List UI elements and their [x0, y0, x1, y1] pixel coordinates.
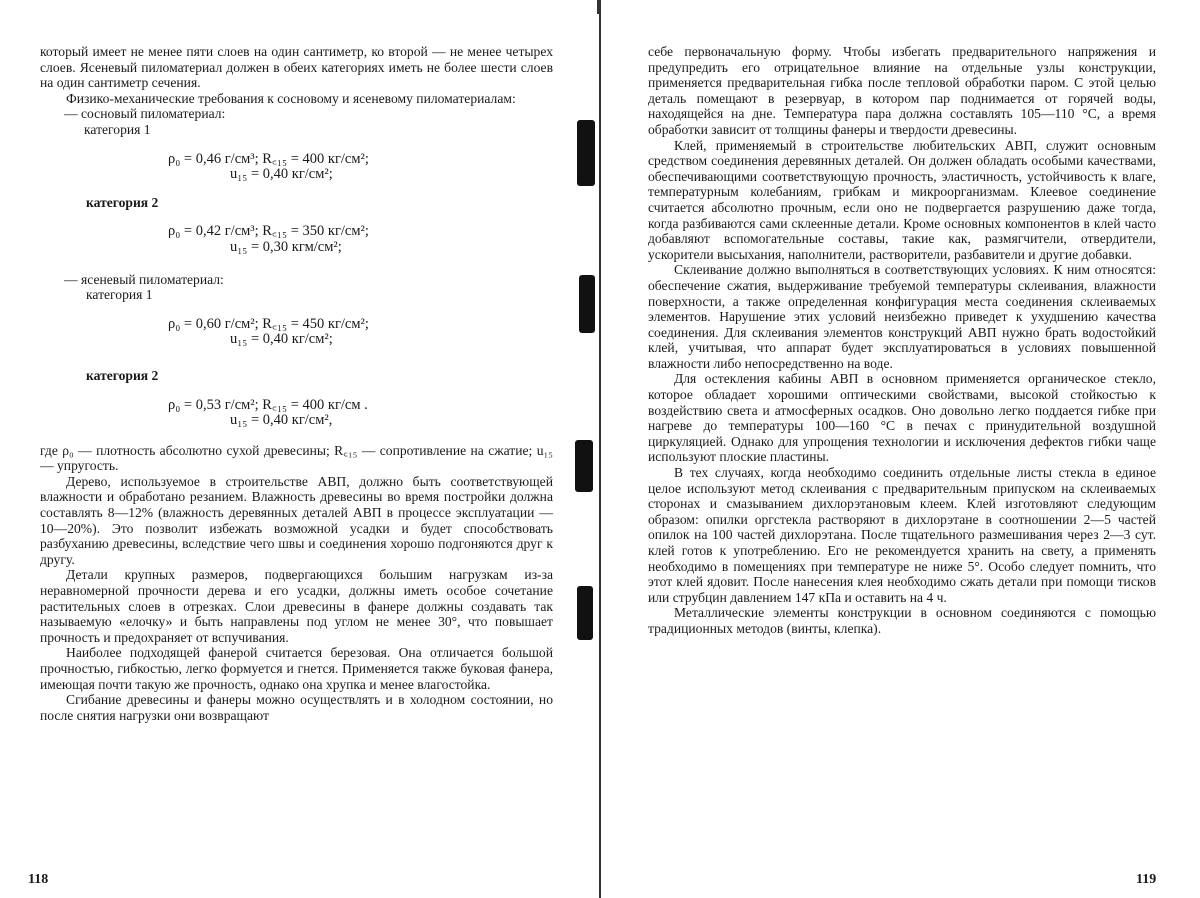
page-number: 119	[1136, 872, 1157, 887]
formula: ρ₀ = 0,42 г/см³; R꜀₁₅ = 350 кг/см²;	[168, 223, 369, 240]
formula: ρ₀ = 0,53 г/см²; R꜀₁₅ = 400 кг/см .	[168, 396, 368, 413]
formula: u₁₅ = 0,40 кг/см²;	[230, 331, 333, 348]
formula: ρ₀ = 0,60 г/см²; R꜀₁₅ = 450 кг/см²;	[168, 315, 369, 332]
category-label: категория 1	[84, 121, 151, 137]
paragraph: где ρ₀ — плотность абсолютно сухой древесины; R꜀₁₅ — сопротивление на сжатие; u₁₅ — упругость.	[40, 442, 553, 474]
paragraph: себе первоначальную форму. Чтобы избегать предварительного напряжения и предупредить его отрицательное влияние на отдельные узлы конструкции, применяется предварительная гибка после тепловой обработки паром. С этой целью деталь помещают в резервуар, в котором пар поднимается от горячей воды, находящейся на дне. Температура пара должна составлять 105—110 °С, а время обработки зависит от толщины фанеры и твердости древесины.	[648, 44, 1156, 137]
formula: ρ₀ = 0,46 г/см³; R꜀₁₅ = 400 кг/см²;	[168, 150, 369, 167]
formula: u₁₅ = 0,40 кг/см²;	[230, 166, 333, 183]
category-label: категория 2	[86, 194, 159, 210]
category-label: категория 2	[86, 367, 159, 383]
paragraph: Дерево, используемое в строительстве АВП, должно быть соответствующей влажности и обработано резанием. Влажность древесины во время постройки должна составлять 8—12% (влажность деревянных деталей АВП в процессе эксплуатации — 10—20%). Это позволит избежать возможной усадки и будет способствовать разбуханию древесины, вследствие чего швы и соединения хорошо подгоняются друг к другу.	[40, 473, 553, 567]
formula: u₁₅ = 0,40 кг/см²,	[230, 412, 333, 429]
paragraph: Наиболее подходящей фанерой считается березовая. Она отличается большой прочностью, гибкостью, легко формуется и гнется. Применяется также буковая фанера, имеющая почти такую же прочность, однако она хрупка и менее влагостойка.	[40, 645, 553, 692]
list-item-ash: — ясеневый пиломатериал:	[64, 271, 224, 287]
left-text-column	[40, 44, 553, 723]
right-text-column	[648, 44, 1156, 637]
right-page	[600, 0, 1200, 898]
paragraph: Для остекления кабины АВП в основном применяется органическое стекло, которое обладает хорошими оптическими свойствами, высокой стойкостью к воздействию света и атмосферных осадков. Оно довольно легко поддается гибке при нагреве до температуры 100—160 °С в печах с принудительной воздушной циркуляцией. Однако для упрощения технологии и исключения дефектов гибки чаще используют плоские пластины.	[648, 371, 1156, 465]
paragraph: Металлические элементы конструкции в основном соединяются с помощью традиционных методов (винты, клепка).	[648, 605, 1156, 636]
list-item-pine: — сосновый пиломатериал:	[64, 106, 226, 122]
category-label: категория 1	[86, 287, 153, 303]
paragraph: Сгибание древесины и фанеры можно осуществлять и в холодном состоянии, но после снятия нагрузки они возвращают	[40, 692, 553, 723]
paragraph: Физико-механические требования к сосновому и ясеневому пиломатериалам:	[66, 90, 516, 106]
paragraph: который имеет не менее пяти слоев на один сантиметр, ко второй — не менее четырех слоев. Ясеневый пиломатериал должен в обеих категориях иметь не более шести слоев на один сантиметр сечения.	[40, 44, 553, 91]
paragraph: Клей, применяемый в строительстве любительских АВП, служит основным средством соединения деревянных деталей. Он должен обладать особыми качествами, обеспечивающими соответствующую прочность, эластичность, устойчивость к влаге, температурным колебаниям, грибкам и микроорганизмам. Клеевое соединение считается абсолютно прочным, если оно не подвергается разрушению даже тогда, когда разбиваются сами склеенные детали. Кроме основных компонентов в клей часто добавляют вспомогательные составы, такие как, размягчители, отвердители, ускорители высыхания, наполнители, растворители, разбавители и другие добавки.	[648, 137, 1156, 262]
page-number: 118	[28, 872, 49, 887]
paragraph: В тех случаях, когда необходимо соединить отдельные листы стекла в единое целое используют метод склеивания с предварительным припуском на склеиваемых сторонах и смазыванием дихлорэтановым клеем. Клей изготовляют следующим образом: опилки оргстекла растворяют в дихлорэтане в соотношении 2—5 частей опилок на 100 частей дихлорэтана. После тщательного размешивания через 2—3 сут. клей готов к употреблению. Его не рекомендуется хранить на свету, а применять необходимо в помещениях при температуре не ниже 5°. Особо следует помнить, что этот клей ядовит. После нанесения клея необходимо сжать детали при помощи тисков или струбцин давлением 147 кПа и оставить на 4 ч.	[648, 465, 1156, 605]
paragraph: Склеивание должно выполняться в соответствующих условиях. К ним относятся: обеспечение сжатия, выдерживание требуемой температуры склеивания, влажности поверхности, а также определенная конфигурация места соединения склеиваемых элементов. Нарушение этих условий неизбежно приведет к ухудшению качества соединения. Для склеивания элементов конструкций АВП нужно брать водостойкий клей, учитывая, что аппарат будет эксплуатироваться в условиях повышенной влажности либо непосредственно на воде.	[648, 262, 1156, 371]
formula: u₁₅ = 0,30 кгм/см²;	[230, 238, 342, 255]
paragraph: Детали крупных размеров, подвергающихся большим нагрузкам из-за неравномерной прочности дерева и его усадки, должны иметь особое сочетание растительных слоев в отрезках. Слои древесины в фанере должны создавать так называемую «елочку» и быть направлены под углом не менее 30°, что повышает прочность и предохраняет от вспучивания.	[40, 567, 553, 645]
